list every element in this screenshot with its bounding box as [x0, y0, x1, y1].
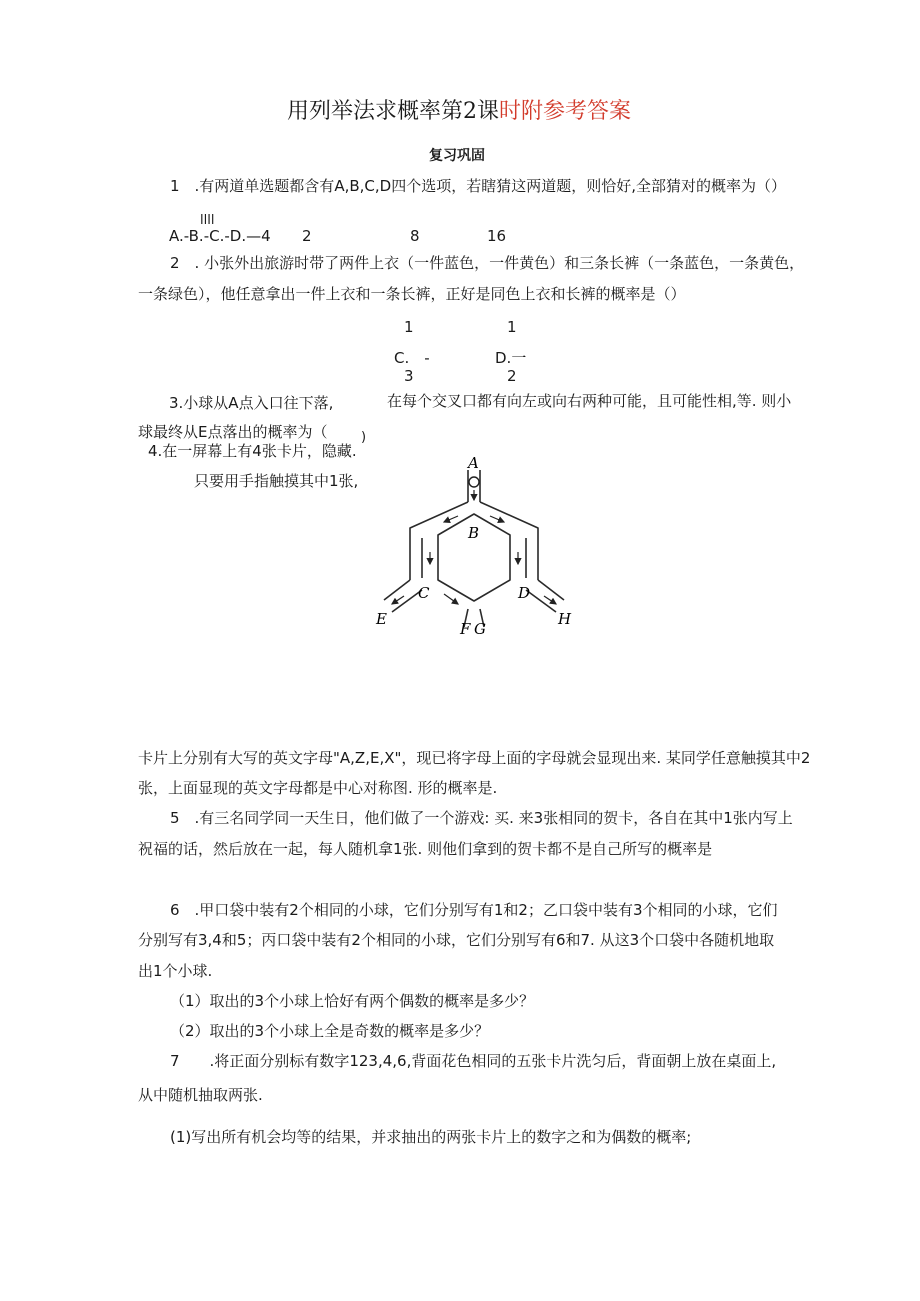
q5-line1: 5 .有三名同学同一天生日，他们做了一个游戏: 买. 来3张相同的贺卡，各自在其中1张内写上	[170, 809, 793, 827]
q4-line3: 卡片上分别有大写的英文字母"A,Z,E,X"，现已将字母上面的字母就会显现出来. 某同学任意触摸其中2	[138, 749, 811, 767]
title-main: 用列举法求概率第2课	[287, 99, 499, 124]
label-h: H	[558, 610, 572, 628]
q2-line2: 一条绿色），他任意拿出一件上衣和一条长裤，正好是同色上衣和长裤的概率是（）	[138, 285, 686, 303]
q2-line1: 2 . 小张外出旅游时带了两件上衣（一件蓝色，一件黄色）和三条长裤（一条蓝色，一条黄色，	[170, 254, 805, 272]
q3-part1: 3.小球从A点入口往下落,	[169, 394, 334, 412]
q6-sub2: （2）取出的3个小球上全是奇数的概率是多少？	[170, 1022, 490, 1040]
label-g: G	[474, 620, 486, 638]
label-e: E	[376, 610, 387, 628]
q1-option-2: 2	[302, 227, 312, 245]
label-f: F	[460, 620, 471, 638]
q2-option-c: C. -	[394, 349, 430, 367]
q3-part2: 在每个交叉口都有向左或向右两种可能，且可能性相,等. 则小	[387, 392, 792, 410]
label-a: A	[468, 454, 479, 472]
q4-line1: 4.在一屏幕上有4张卡片，隐藏.	[148, 442, 357, 460]
q2-option-d: D.一	[495, 349, 527, 367]
q4-line4: 张，上面显现的英文字母都是中心对称图. 形的概率是.	[138, 779, 498, 797]
q3-paren: )	[361, 430, 367, 445]
title-highlight: 时附参考答案	[499, 99, 632, 124]
q6-line3: 出1个小球.	[138, 962, 213, 980]
q3-line2: 球最终从E点落出的概率为（	[138, 423, 328, 441]
q7-sub1: (1)写出所有机会均等的结果，并求抽出的两张卡片上的数字之和为偶数的概率;	[170, 1128, 692, 1146]
q6-sub1: （1）取出的3个小球上恰好有两个偶数的概率是多少？	[170, 992, 535, 1010]
ball-icon	[469, 477, 479, 487]
direction-arrows	[392, 490, 556, 604]
q5-line2: 祝福的话，然后放在一起，每人随机拿1张. 则他们拿到的贺卡都不是自己所写的概率是	[138, 840, 713, 858]
q6-line1: 6 .甲口袋中装有2个相同的小球，它们分别写有1和2；乙口袋中装有3个相同的小球，它们	[170, 901, 778, 919]
q4-line2: 只要用手指触摸其中1张,	[194, 472, 359, 490]
q1-option-8: 8	[410, 227, 420, 245]
q1-option-16: 16	[487, 227, 507, 245]
section-heading: 复习巩固	[429, 148, 485, 164]
q1-option-abcd: A.-B.-C.-D.—4	[169, 227, 271, 245]
q6-line2: 分别写有3,4和5；丙口袋中装有2个相同的小球，它们分别写有6和7. 从这3个口袋中各随机地取	[138, 931, 775, 949]
q2-denominator-c: 3	[404, 367, 414, 385]
q7-line2: 从中随机抽取两张.	[138, 1086, 263, 1104]
label-d: D	[518, 584, 531, 602]
label-c: C	[418, 584, 430, 602]
q1-marks: llll	[200, 213, 215, 228]
q1-text: 1 .有两道单选题都含有A,B,C,D四个选项，若瞎猜这两道题，则恰好,全部猜对的概率为（）	[170, 177, 786, 195]
ball-path-diagram	[370, 452, 580, 642]
page-title	[287, 98, 631, 126]
q2-numerator-c: 1	[404, 318, 414, 336]
q2-numerator-d: 1	[507, 318, 517, 336]
q2-denominator-d: 2	[507, 367, 517, 385]
q7-line1: 7 .将正面分别标有数字123,4,6,背面花色相同的五张卡片洗匀后，背面朝上放在桌面上,	[170, 1052, 777, 1070]
label-b: B	[468, 524, 480, 542]
